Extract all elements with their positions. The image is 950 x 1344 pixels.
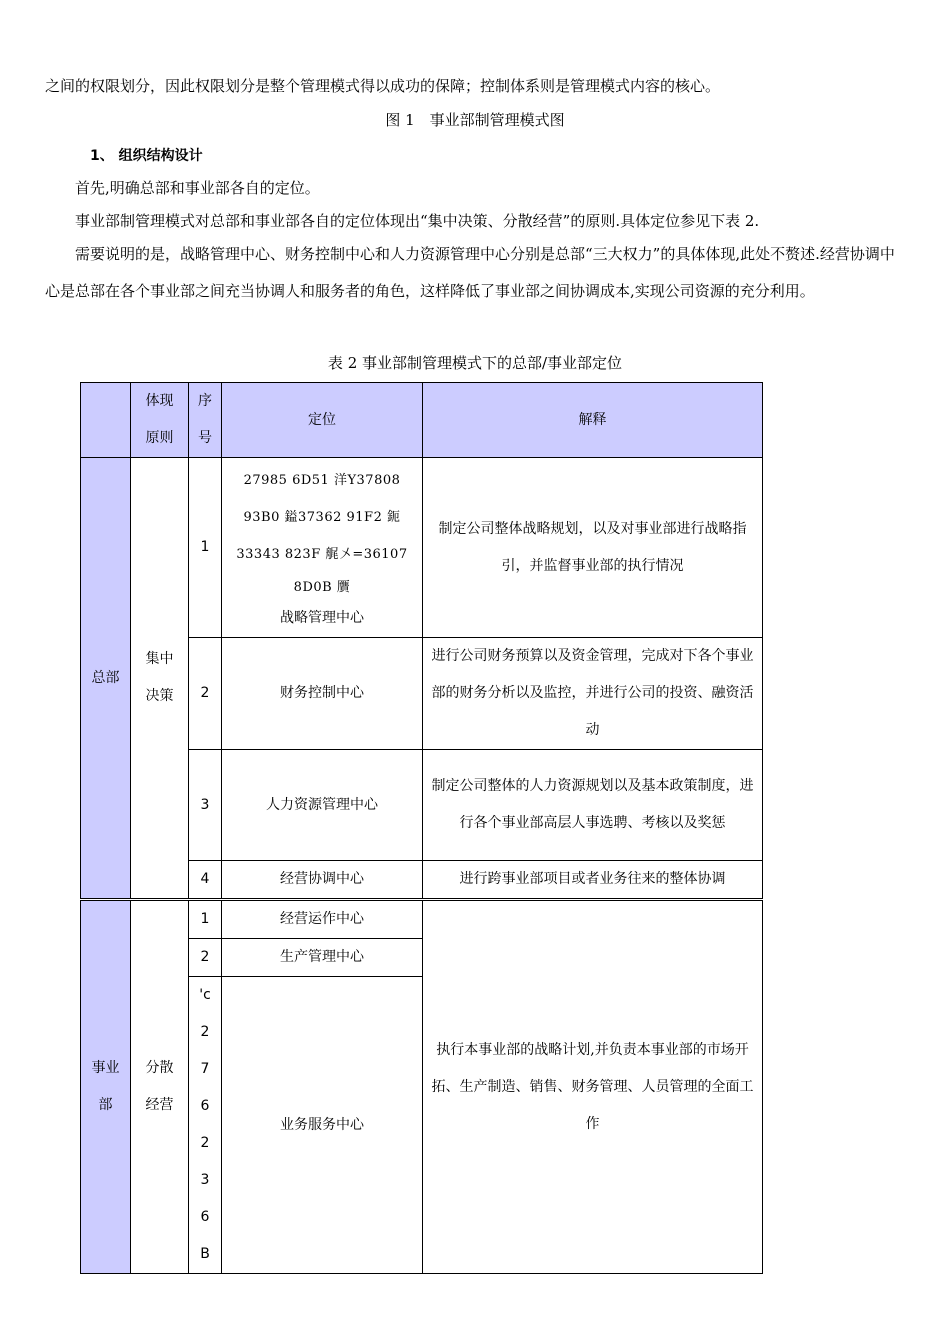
table-row [81, 458, 763, 638]
section-heading: 1、 组织结构设计 [90, 148, 203, 164]
header-position: 定位 [222, 383, 423, 458]
paragraph-1: 首先,明确总部和事业部各自的定位。 [75, 179, 320, 197]
position-cell: 财务控制中心 [222, 638, 423, 750]
header-seq: 序 号 [189, 383, 222, 458]
position-cell: 经营协调中心 [222, 861, 423, 900]
figure-caption: 图 1 事业部制管理模式图 [385, 111, 565, 129]
position-cell: 生产管理中心 [222, 939, 423, 977]
bu-label: 事业 部 [81, 900, 131, 1274]
table-caption: 表 2 事业部制管理模式下的总部/事业部定位 [327, 354, 623, 372]
position-cell: 业务服务中心 [222, 977, 423, 1274]
garbled-code-line: 33343 823F 艉〤=36107 [236, 547, 408, 562]
header-principle: 体现 原则 [131, 383, 189, 458]
seq-cell: 3 [189, 750, 222, 861]
explain-cell: 制定公司整体战略规划，以及对事业部进行战略指引，并监督事业部的执行情况 [423, 458, 763, 638]
table-header-row [81, 383, 763, 458]
seq-cell: 2 [189, 638, 222, 750]
positioning-table [80, 382, 763, 1274]
bu-principle: 分散 经营 [131, 900, 189, 1274]
hq-label: 总部 [81, 458, 131, 900]
garbled-code-line: 93B0 鎰37362 91F2 鈪 [243, 510, 401, 525]
header-empty-cell [81, 383, 131, 458]
explain-cell: 制定公司整体的人力资源规划以及基本政策制度，进行各个事业部高层人事选聘、考核以及奖惩 [423, 750, 763, 861]
paragraph-2: 事业部制管理模式对总部和事业部各自的定位体现出“集中决策、分散经营”的原则.具体定位参见下表 2. [75, 212, 760, 230]
explain-cell: 进行跨事业部项目或者业务往来的整体协调 [423, 861, 763, 900]
header-explain: 解释 [423, 383, 763, 458]
position-cell: 人力资源管理中心 [222, 750, 423, 861]
explain-cell: 进行公司财务预算以及资金管理，完成对下各个事业部的财务分析以及监控，并进行公司的投资、融资活动 [423, 638, 763, 750]
table-row [81, 900, 763, 939]
seq-cell: 1 [189, 900, 222, 939]
garbled-code-line: 8D0B 贋 [293, 580, 351, 595]
seq-cell: 2 [189, 939, 222, 977]
paragraph-intro: 之间的权限划分，因此权限划分是整个管理模式得以成功的保障；控制体系则是管理模式内容的核心。 [45, 77, 721, 95]
position-cell: 经营运作中心 [222, 900, 423, 939]
bu-explain-cell: 执行本事业部的战略计划,并负责本事业部的市场开拓、生产制造、销售、财务管理、人员管理的全面工作 [423, 900, 763, 1274]
hq-principle: 集中 决策 [131, 458, 189, 900]
garbled-code-line: 27985 6D51 洋Y37808 [243, 473, 401, 488]
position-label: 战略管理中心 [280, 610, 364, 626]
position-cell [222, 458, 423, 638]
seq-cell: 4 [189, 861, 222, 900]
seq-cell: 1 [189, 458, 222, 638]
seq-cell-garbled: 'c 2 7 6 2 3 6 B [189, 977, 222, 1274]
paragraph-3: 需要说明的是，战略管理中心、财务控制中心和人力资源管理中心分别是总部“三大权力”的具体体现,此处不赘述.经营协调中心是总部在各个事业部之间充当协调人和服务者的角色，这样降低了事业部之间协调成本,实现公司资源的充分利用。 [45, 245, 895, 300]
